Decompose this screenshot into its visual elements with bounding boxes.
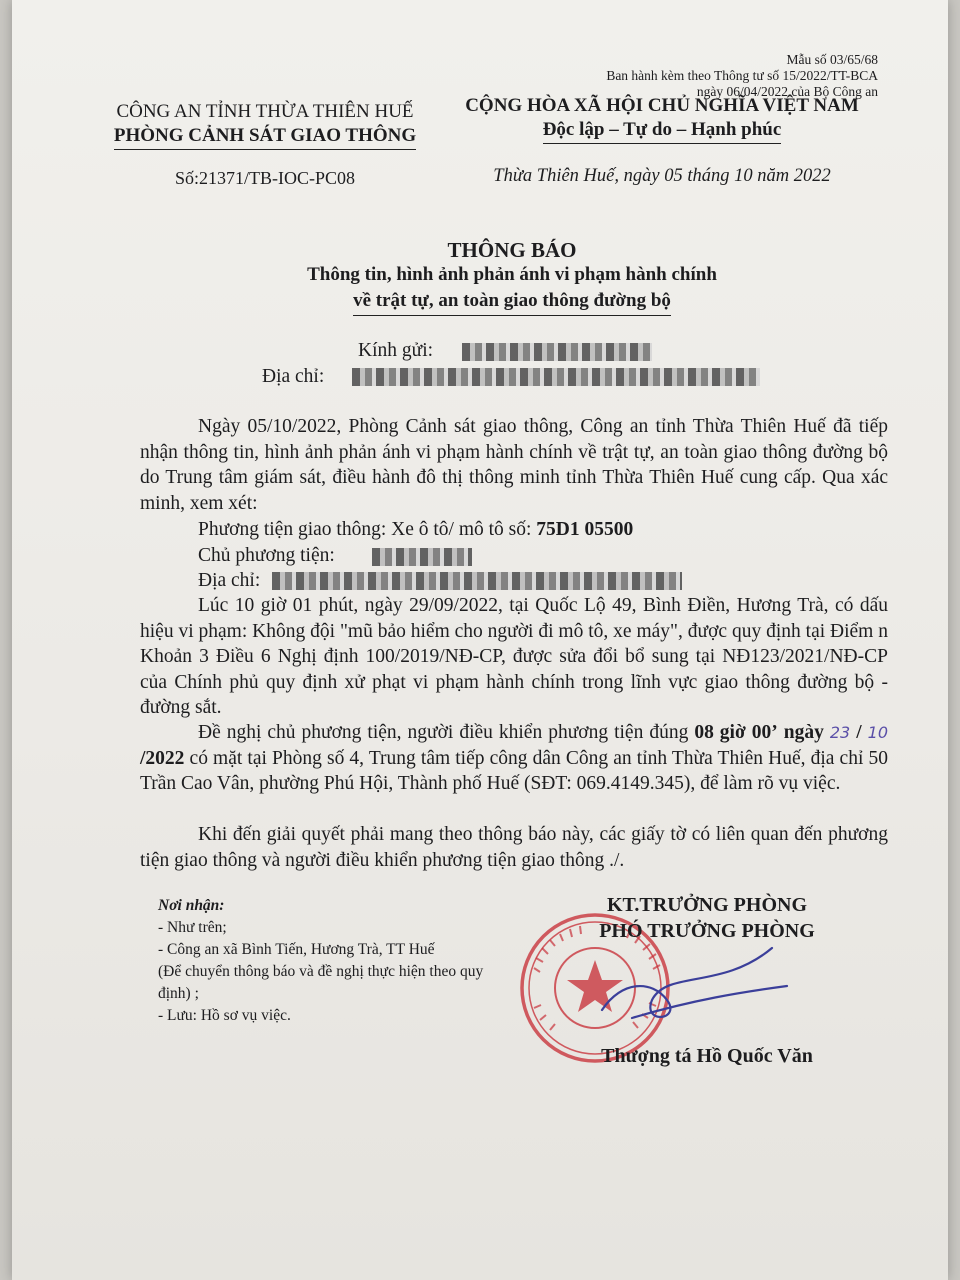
summons-text-post: có mặt tại Phòng số 4, Trung tâm tiếp công dân Công an tỉnh Thừa Thiên Huế, địa chỉ 50 Trần Cao Vân, phường Phú Hội, Thành phố Huế (SĐT: 069.4149.345), để làm rõ vụ việc. xyxy=(140,747,888,794)
owner-address-line xyxy=(198,568,260,594)
signer-name: Thượng tá Hồ Quốc Văn xyxy=(601,1045,813,1067)
address-label: Địa chỉ: xyxy=(262,366,325,387)
redacted-recipient-name xyxy=(462,343,652,361)
to-label: Kính gửi: xyxy=(358,340,434,361)
recipient-item: (Để chuyển thông báo và đề nghị thực hiện theo quy định) ; xyxy=(158,963,484,1002)
recipients-heading: Nơi nhận: xyxy=(158,897,225,914)
issuer-line2 xyxy=(100,124,430,150)
redacted-owner-name xyxy=(372,548,472,566)
redacted-owner-address xyxy=(272,572,682,590)
national-title: CỘNG HÒA XÃ HỘI CHỦ NGHĨA VIỆT NAM xyxy=(465,95,859,116)
redacted-recipient-address xyxy=(352,368,760,386)
subtitle-line2-text: về trật tự, an toàn giao thông đường bộ xyxy=(353,288,671,316)
vehicle-line xyxy=(198,517,633,543)
paragraph-violation: Lúc 10 giờ 01 phút, ngày 29/09/2022, tại Quốc Lộ 49, Bình Điền, Hương Trà, có dấu hiệu vi phạm: Không đội "mũ bảo hiểm cho người đi mô tô, xe máy", được quy định tại Điểm n Khoản 3 Điều 6 Nghị định 100/2019/NĐ-CP, được sửa đổi bổ sung tại NĐ123/2021/NĐ-CP của Chính phủ quy định xử phạt vi phạm hành chính trong lĩnh vực giao thông đường bộ - đường sắt. xyxy=(140,595,888,718)
issuer-header xyxy=(100,100,430,150)
owner-label: Chủ phương tiện: xyxy=(198,545,335,566)
owner-address-label: Địa chỉ: xyxy=(198,570,261,591)
recipient-item: - Công an xã Bình Tiến, Hương Trà, TT Huế xyxy=(158,941,435,958)
summons-year: /2022 xyxy=(140,747,185,769)
handwritten-signature xyxy=(572,940,802,1040)
form-reference-line2: ngày 06/04/2022 của Bộ Công an xyxy=(696,84,878,99)
summons-day-label: ngày xyxy=(783,722,824,743)
paragraph-summons: Đề nghị chủ phương tiện, người điều khiển phương tiện đúng 08 giờ 00’ ngày 23 / 10 /2022 có mặt tại Phòng số 4, Trung tâm tiếp công dân Công an tỉnh Thừa Thiên Huế, địa chỉ 50 Trần Cao Vân, phường Phú Hội, Thành phố Huế (SĐT: 069.4149.345), để làm rõ vụ việc. xyxy=(140,722,889,794)
document-subtitle xyxy=(162,262,862,316)
owner-line xyxy=(198,543,335,569)
signature-title2: PHÓ TRƯỞNG PHÒNG xyxy=(599,920,815,942)
issuer-department: PHÒNG CẢNH SÁT GIAO THÔNG xyxy=(114,124,416,150)
issuer-line1: CÔNG AN TỈNH THỪA THIÊN HUẾ xyxy=(116,101,414,122)
form-reference-line1: Ban hành kèm theo Thông tư số 15/2022/TT-BCA xyxy=(606,68,878,83)
recipient-item: - Như trên; xyxy=(158,919,227,936)
place-date: Thừa Thiên Huế, ngày 05 tháng 10 năm 2022 xyxy=(493,166,831,186)
subtitle-line2 xyxy=(162,288,862,316)
recipients-block xyxy=(158,895,503,1027)
national-motto-wrap xyxy=(442,118,882,144)
license-plate: 75D1 05500 xyxy=(536,519,634,540)
paragraph-closing: Khi đến giải quyết phải mang theo thông báo này, các giấy tờ có liên quan đến phương tiện giao thông và người điều khiển phương tiện giao thông ./. xyxy=(140,824,888,871)
doc-number: Số:21371/TB-IOC-PC08 xyxy=(174,168,356,188)
subtitle-line1: Thông tin, hình ảnh phản ánh vi phạm hành chính xyxy=(307,264,717,285)
signature-title1: KT.TRƯỞNG PHÒNG xyxy=(607,894,807,916)
summons-time: 08 giờ 00’ xyxy=(694,722,778,743)
document-page xyxy=(12,0,948,1280)
handwritten-month: 10 xyxy=(867,723,889,742)
form-code: Mẫu số 03/65/68 xyxy=(786,52,878,67)
national-motto: Độc lập – Tự do – Hạnh phúc xyxy=(543,118,782,144)
summons-text-pre: Đề nghị chủ phương tiện, người điều khiển phương tiện đúng xyxy=(198,722,695,743)
recipient-item: - Lưu: Hồ sơ vụ việc. xyxy=(158,1007,291,1024)
national-header xyxy=(442,94,882,144)
handwritten-day: 23 xyxy=(829,723,851,742)
paragraph-intro: Ngày 05/10/2022, Phòng Cảnh sát giao thông, Công an tỉnh Thừa Thiên Huế đã tiếp nhận thông tin, hình ảnh phản ánh vi phạm hành chính về trật tự, an toàn giao thông đường bộ do Trung tâm giám sát, điều hành đô thị thông minh tỉnh Thừa Thiên Huế cung cấp. Qua xác minh, xem xét: xyxy=(140,416,888,514)
document-title: THÔNG BÁO xyxy=(447,238,577,262)
vehicle-label: Phương tiện giao thông: Xe ô tô/ mô tô số: xyxy=(198,519,537,540)
